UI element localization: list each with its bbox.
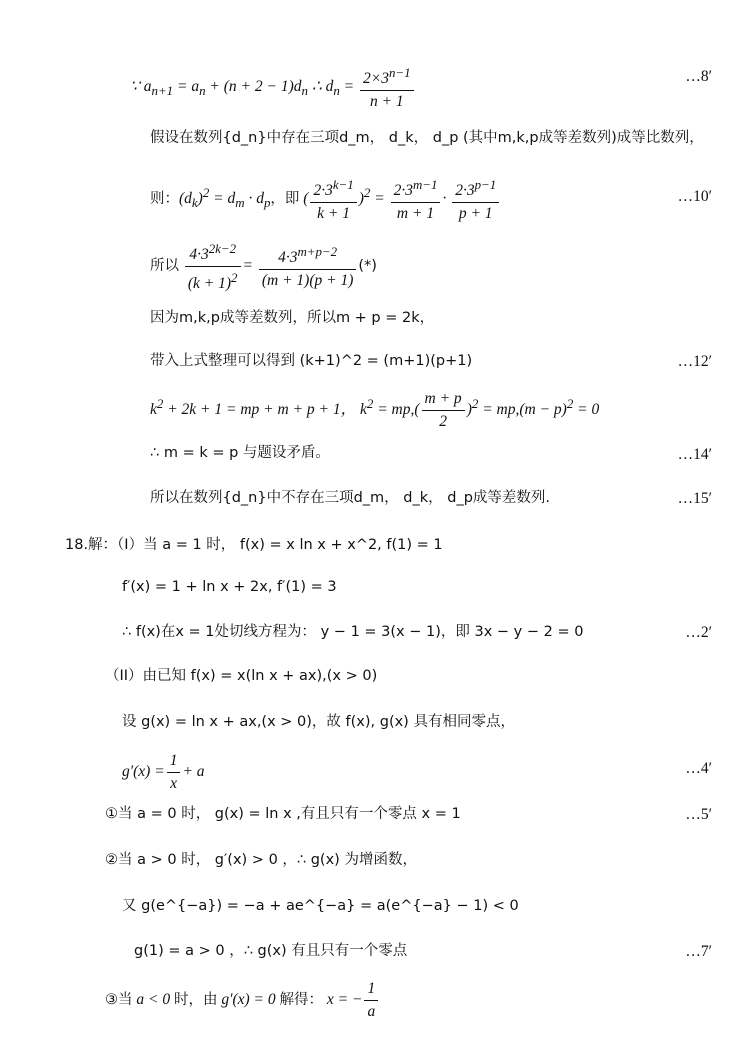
line-8-contradiction: ∴ m = k = p 与题设矛盾。 [150,445,330,461]
line-20-case-3: ③当 a < 0 时，由 g′(x) = 0 解得： x = − $\frac{1}{a}$ [105,980,380,1021]
line-11-derivative: f′(x) = 1 + ln x + 2x, f′(1) = 3 [122,579,337,595]
line-1-recurrence: ∵ $a_{n+1} = a_n + (n + 2 - 1)d_n$ ∴ $d_n$ = $\frac{2\times 3^{n-1}}{n + 1}$ [130,64,416,111]
score-mark-7: …7′ [685,943,712,960]
line-10-problem-18: 18.解：（I）当 a = 1 时， f(x) = x ln x + x^2, f(1) = 1 [65,537,443,553]
score-mark-15: …15′ [677,490,712,507]
line-16-case-1: ①当 a = 0 时， g(x) = ln x ,有且只有一个零点 x = 1 [105,806,461,822]
line-12-tangent: ∴ f(x)在x = 1处切线方程为： y − 1 = 3(x − 1)，即 3x − y − 2 = 0 [122,624,584,640]
line-2-assumption: 假设在数列{d_n}中存在三项d_m， d_k， d_p (其中m,k,p成等差数列)成等比数列， [150,130,704,146]
line-6-substitute: 带入上式整理可以得到 (k+1)^2 = (m+1)(p+1) [150,353,473,369]
score-mark-14: …14′ [677,446,712,463]
line-17-case-2: ②当 a > 0 时， g′(x) > 0 ，∴ g(x) 为增函数， [105,852,417,868]
line-7-expand: $k^2 + 2k + 1$ = mp + m + p + 1， $k^2 = mp$,( $\frac{m + p}{2}$ )$^2 = mp,(m - p)^2 = 0$ [150,390,600,430]
score-mark-5: …5′ [685,806,712,823]
score-mark-10: …10′ [677,188,712,205]
line-3-geometric: 则：$(d_k)^2 = d_m \cdot d_p$，即 ( $\frac{2\cdot 3^{k-1}}{k + 1}$ )$^2$ = $\frac{2\cdot 3^{m-1}}{m + 1}$ · $\frac{2\cdot 3^{p-1}}{p + 1}$ [150,176,501,223]
line-14-define-g: 设 g(x) = ln x + ax,(x > 0)，故 f(x), g(x) 具有相同零点， [122,714,515,730]
line-13-part-two: （II）由已知 f(x) = x(ln x + ax),(x > 0) [105,668,378,684]
line-9-conclusion: 所以在数列{d_n}中不存在三项d_m， d_k， d_p成等差数列. [150,490,551,506]
line-5-arithmetic: 因为m,k,p成等差数列，所以m + p = 2k， [150,310,435,326]
score-mark-12: …12′ [677,353,712,370]
line-19-g-one: g(1) = a > 0 ，∴ g(x) 有且只有一个零点 [134,943,408,959]
line-18-g-e-a: 又 g(e^{−a}) = −a + ae^{−a} = a(e^{−a} − 1) < 0 [122,898,519,914]
score-mark-2: …2′ [685,624,712,641]
score-mark-8: …8′ [685,68,712,85]
score-mark-4: …4′ [685,760,712,777]
line-15-g-derivative: g′(x) = $\frac{1}{x}$ + a [122,752,205,792]
line-4-equation-star: 所以 $\frac{4\cdot 3^{2k-2}}{(k + 1)^2}$ = $\frac{4\cdot 3^{m+p-2}}{(m + 1)(p + 1)}$ (*) [150,241,377,293]
